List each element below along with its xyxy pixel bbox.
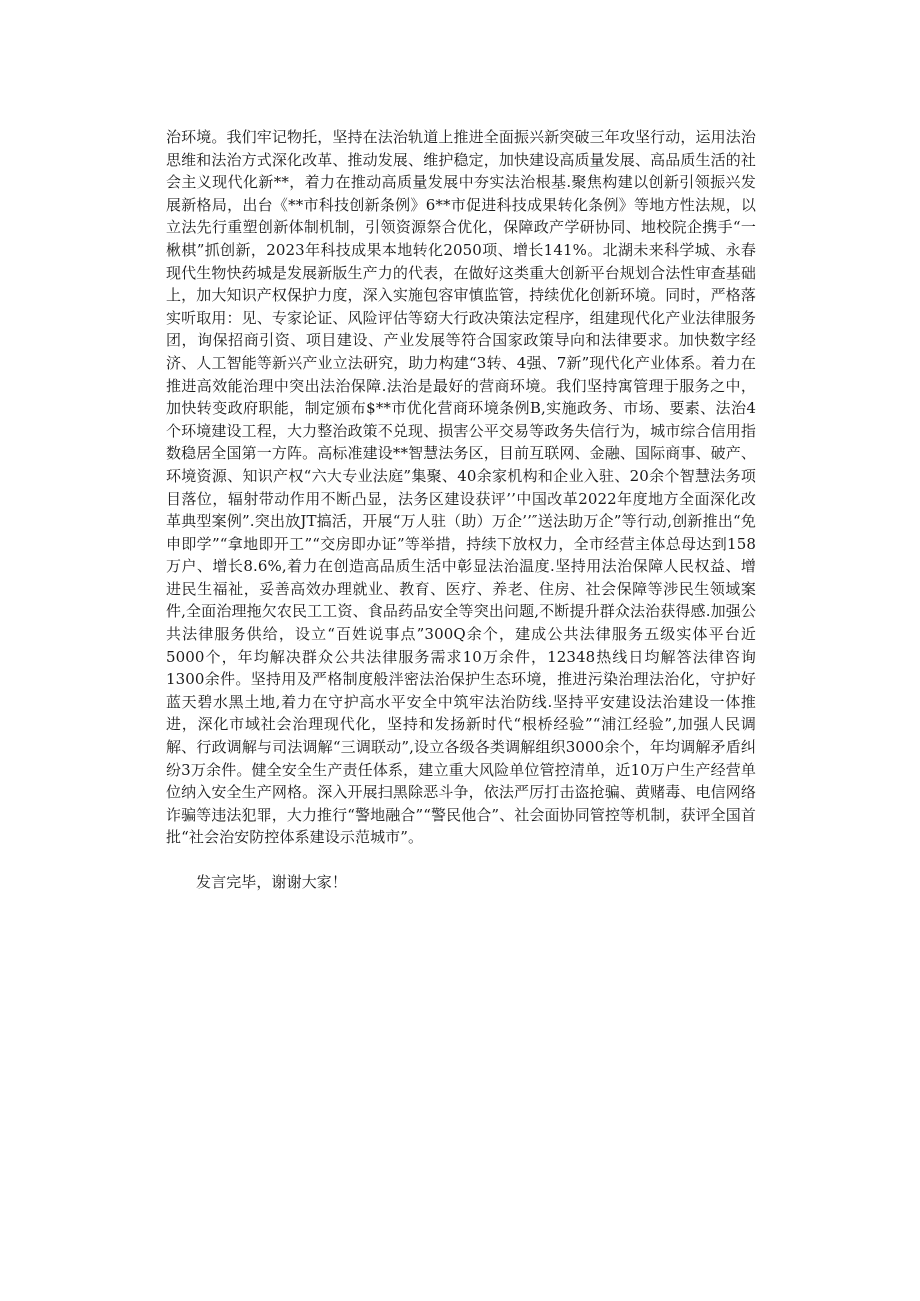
body-paragraph: 治环境。我们牢记物托，坚持在法治轨道上推进全面振兴新突破三年攻坚行动，运用法治思维和法治方式深化改革、推动发展、维护稳定，加快建设高质量发展、高品质生活的社会主义现代化新**，着力在推动高质量发展中夯实法治根基.聚焦构建以创新引领振兴发展新格局，出台《**市科技创新条例》6**市促进科技成果转化条例》等地方性法规，以立法先行重塑创新体制机制，引领资源祭合优化，保障政产学研协同、地校院企携手“一楸棋”抓创新，2023年科技成果本地转化2050项、增长141%。北湖未来科学城、永春现代生物快药城是发展新版生产力的代表，在做好这类重大创新平台规划合法性审查基础上，加大知识产权保护力度，深入实施包容审慎监管，持续优化创新环境。同时，严格落实听取用：见、专家论证、风险评估等窈大行政决策法定程序，组建现代化产业法律服务团，询保招商引资、项目建设、产业发展等符合国家政策导向和法律要求。加快数字经济、人工智能等新兴产业立法研究，助力构建“3转、4强、7新”现代化产业体系。着力在推进高效能治理中突出法治保障.法治是最好的营商环境。我们坚持寓管理于服务之中，加快转变政府职能，制定颁布$**市优化营商环境条例B,实施政务、市场、要素、法治4个环境建设工程，大力整治政策不兑现、损害公平交易等政务失信行为，城市综合信用指数稳居全国第一方阵。高标准建设**智慧法务区，目前互联网、金融、国际商事、破产、环境资源、知识产权“六大专业法庭”集聚、40余家机构和企业入驻、20余个智慧法务项目落位，辐射带动作用不断凸显，法务区建设获评’’中国改革2022年度地方全面深化改革典型案例”.突出放JT搞活，开展“万人驻（助）万企’’″送法助万企”等行动,创新推出“免申即学”“拿地即开工”“交房即办证”等举措，持续下放权力，全市经营主体总母达到158万户、增长8.6%,着力在创造高品质生活中彰显法治温度.坚持用法治保障人民权益、增进民生福祉，妥善高效办理就业、教育、医疗、养老、住房、社会保障等涉民生领域案件,全面治理拖欠农民工工资、食品药品安全等突出问题,不断提升群众法治获得感.加强公共法律服务供给，设立“百姓说事点”300Q余个，建成公共法律服务五级实体平台近5000个，年均解决群众公共法律服务需求10万余件，12348热线日均解答法律咨询1300余件。坚持用及严格制度般泮密法治保护生态环境，推进污染治理法治化，守护好蓝天碧水黑土地,着力在守护高水平安全中筑牢法治防线.坚持平安建设法治建设一体推进，深化市域社会治理现代化，坚持和发扬新时代“根桥经验”“浦江经验”,加强人民调解、行政调解与司法调解“三调联动”,设立各级各类调解组织3000余个，年均调解矛盾纠纷3万余件。健全安全生产责任体系，建立重大风险单位管控清单，近10万户生产经营单位纳入安全生产网格。深入开展扫黑除恶斗争，依法严厉打击盗抢骗、黄赌毒、电信网络诈骗等违法犯罪，大力推行“警地融合”“警民他合”、社会面协同管控等机制，获评全国首批“社会治安防控体系建设示范城市”。 — [166, 128, 756, 847]
document-content — [166, 126, 756, 894]
closing-paragraph: 发言完毕，谢谢大家！ — [196, 873, 348, 891]
